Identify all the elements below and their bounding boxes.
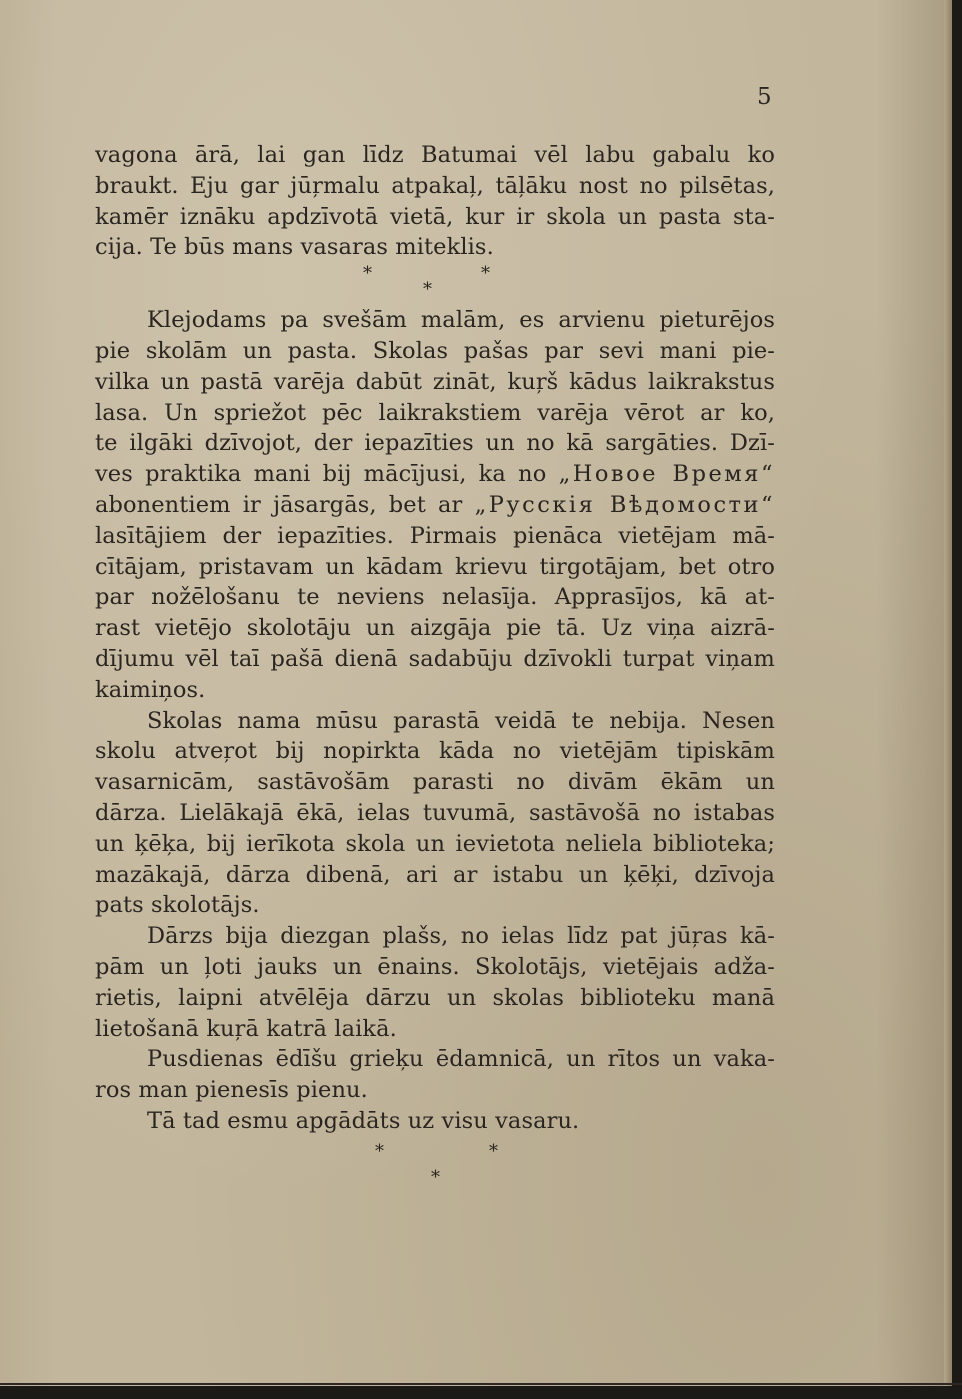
text-line: cītājam, pristavam un kādam krievu tirgotājam, bet otro xyxy=(95,553,775,580)
text-line: lietošanā kuŗā katrā laikā. xyxy=(95,1015,397,1042)
text-line xyxy=(95,459,775,490)
newspaper-title: „Новое Время“ xyxy=(558,461,775,488)
text-line xyxy=(95,490,775,521)
text-line: Skolas nama mūsu parastā veidā te nebija. Nesen xyxy=(147,707,775,734)
line-text: abonentiem ir jāsargās, bet ar xyxy=(95,491,475,518)
section-divider xyxy=(95,259,775,305)
page-number: 5 xyxy=(757,84,772,110)
text-line: cija. Te būs mans vasaras miteklis. xyxy=(95,234,494,261)
text-line: ros man pienesīs pienu. xyxy=(95,1077,368,1104)
text-line: te ilgāki dzīvojot, der iepazīties un no kā sargāties. Dzī- xyxy=(95,430,775,457)
text-line: mazākajā, dārza dibenā, ari ar istabu un ķēķi, dzīvoja xyxy=(95,861,775,888)
text-line: vagona ārā, lai gan līdz Batumai vēl labu gabalu ko xyxy=(95,142,775,168)
asterisk-ornament: * xyxy=(489,1140,499,1162)
asterisk-ornament: * xyxy=(363,263,373,285)
text-line: lasa. Un spriežot pēc laikrakstiem varēja vērot ar ko, xyxy=(95,399,775,426)
line-text: ves praktika mani bij mācījusi, ka no xyxy=(95,461,559,488)
text-line: pām un ļoti jauks un ēnains. Skolotājs, vietējais adža- xyxy=(95,953,775,980)
text-line: braukt. Eju gar jūŗmalu atpakaļ, tāļāku nost no pilsētas, xyxy=(95,172,775,199)
text-line: Klejodams pa svešām malām, es arvienu pieturējos xyxy=(147,307,775,334)
text-line: Tā tad esmu apgādāts uz visu vasaru. xyxy=(147,1107,580,1134)
asterisk-ornament: * xyxy=(481,263,491,285)
text-line: pie skolām un pasta. Skolas pašas par sevi mani pie- xyxy=(95,337,775,364)
section-divider xyxy=(95,1133,775,1188)
asterisk-ornament: * xyxy=(431,1166,441,1188)
text-line: kaimiņos. xyxy=(95,676,206,703)
text-line: pats skolotājs. xyxy=(95,892,260,919)
text-line: kamēr iznāku apdzīvotā vietā, kur ir skola un pasta sta- xyxy=(95,203,775,230)
text-line: par nožēlošanu te neviens nelasīja. Apprasījos, kā at- xyxy=(95,584,775,611)
asterisk-ornament: * xyxy=(423,279,433,301)
text-line: lasītājiem der iepazīties. Pirmais pienāca vietējam mā- xyxy=(95,522,775,549)
text-line: rast vietējo skolotāju un aizgāja pie tā. Uz viņa aizrā- xyxy=(95,615,775,642)
newspaper-title: „Русскія Вѣдомости“ xyxy=(474,491,775,518)
text-line: skolu atveŗot bij nopirkta kāda no vietējām tipiskām xyxy=(95,738,775,765)
text-line: dījumu vēl taī pašā dienā sadabūju dzīvokli turpat viņam xyxy=(95,645,775,672)
bottom-rule xyxy=(0,1383,962,1385)
asterisk-ornament: * xyxy=(375,1140,385,1162)
text-line: Dārzs bija diezgan plašs, no ielas līdz pat jūŗas kā- xyxy=(147,923,775,950)
page-edge xyxy=(944,0,952,1386)
text-line: rietis, laipni atvēlēja dārzu un skolas biblioteku manā xyxy=(95,984,775,1011)
text-line: vilka un pastā varēja dabūt zināt, kuŗš kādus laikrakstus xyxy=(95,368,775,395)
text-line: Pusdienas ēdīšu grieķu ēdamnicā, un rītos un vaka- xyxy=(147,1046,775,1073)
body-text xyxy=(95,140,775,1188)
text-line: vasarnicām, sastāvošām parasti no divām ēkām un xyxy=(95,769,775,796)
text-line: dārza. Lielākajā ēkā, ielas tuvumā, sastāvošā no istabas xyxy=(95,799,775,826)
text-line: un ķēķa, bij ierīkota skola un ievietota neliela biblioteka; xyxy=(95,830,775,857)
